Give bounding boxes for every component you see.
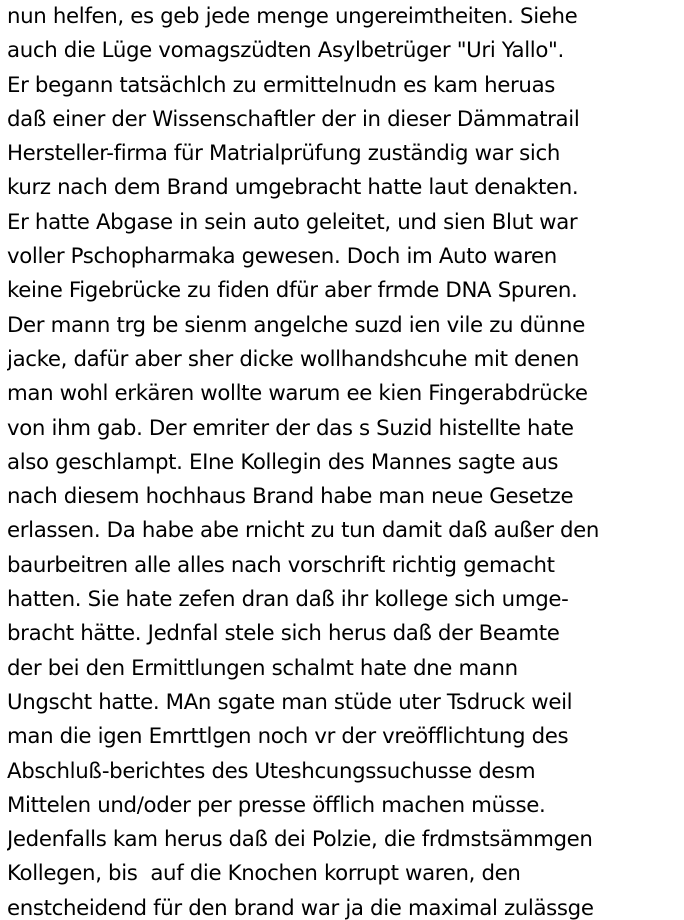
text-line: nach diesem hochhaus Brand habe man neue Gesetze <box>7 484 574 510</box>
text-line: keine Figebrücke zu fiden dfür aber frmde DNA Spuren. <box>7 278 578 304</box>
text-line: bracht hätte. Jednfal stele sich herus daß der Beamte <box>7 621 560 647</box>
text-line: Mittelen und/oder per presse öfflich machen müsse. <box>7 792 546 818</box>
text-line: von ihm gab. Der emriter der das s Suzid histellte hate <box>7 415 574 441</box>
text-line: man die igen Emrttlgen noch vr der vreöfflichtung des <box>7 724 569 750</box>
text-line: Kollegen, bis auf die Knochen korrupt waren, den <box>7 861 521 887</box>
text-line: nun helfen, es geb jede menge ungereimtheiten. Siehe <box>7 4 578 29</box>
text-line: man wohl erkären wollte warum ee kien Fingerabdrücke <box>7 381 588 407</box>
text-line: erlassen. Da habe abe rnicht zu tun damit daß außer den <box>7 518 600 544</box>
text-line: voller Pschopharmaka gewesen. Doch im Auto waren <box>7 244 557 270</box>
text-line: jacke, dafür aber sher dicke wollhandshcuhe mit denen <box>7 346 579 372</box>
text-line: hatten. Sie hate zefen dran daß ihr kollege sich umge- <box>7 587 569 613</box>
text-line: kurz nach dem Brand umgebracht hatte laut denakten. <box>7 175 579 201</box>
text-line: Er begann tatsächlch zu ermittelnudn es kam heruas <box>7 72 556 98</box>
text-line: daß einer der Wissenschaftler der in dieser Dämmatrail <box>7 106 580 132</box>
text-line: auch die Lüge vomagszüdten Asylbetrüger "Uri Yallo". <box>7 38 564 64</box>
text-line: Hersteller-firma für Matrialprüfung zuständig war sich <box>7 141 560 167</box>
text-line: baurbeitren alle alles nach vorschrift richtig gemacht <box>7 552 555 578</box>
text-line: der bei den Ermittlungen schalmt hate dne mann <box>7 655 518 681</box>
text-line: enstcheidend für den brand war ja die maximal zulässge <box>7 895 594 920</box>
text-line: Er hatte Abgase in sein auto geleitet, und sien Blut war <box>7 209 578 235</box>
text-line: Ungscht hatte. MAn sgate man stüde uter Tsdruck weil <box>7 689 573 715</box>
text-line: Jedenfalls kam herus daß dei Polzie, die frdmstsämmgen <box>7 827 593 853</box>
document-page <box>7 0 681 920</box>
text-line: Der mann trg be sienm angelche suzd ien vile zu dünne <box>7 312 585 338</box>
text-line: also geschlampt. EIne Kollegin des Mannes sagte aus <box>7 449 559 475</box>
text-line: Abschluß-berichtes des Uteshcungssuchusse desm <box>7 758 536 784</box>
